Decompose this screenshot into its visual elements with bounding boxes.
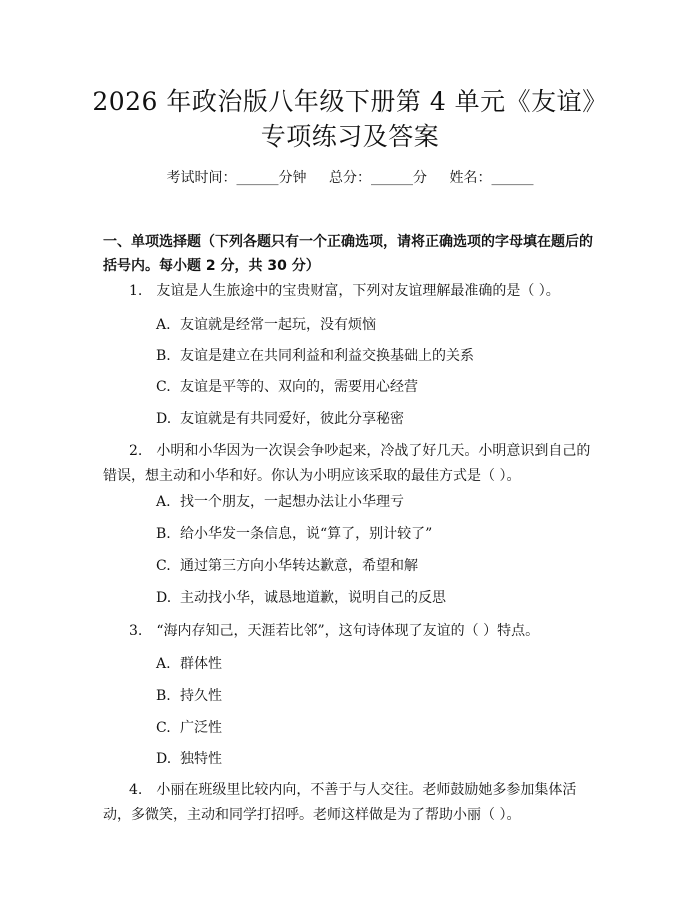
option-1d: D. 友谊就是有共同爱好，彼此分享秘密 [156,411,404,427]
question-text: 小丽在班级里比较内向，不善于与人交往。老师鼓励她多参加集体活动，多微笑，主动和同学打招呼。老师这样做是为了帮助小丽（ ）。 [103,782,577,823]
question-1 [103,279,598,304]
option-3b: B. 持久性 [156,688,222,704]
page-subtitle: 专项练习及答案 [260,122,440,151]
question-3 [103,619,598,644]
option-3c: C. 广泛性 [156,720,222,736]
question-number: 1. [129,283,143,299]
option-1c: C. 友谊是平等的、双向的，需要用心经营 [156,379,418,395]
question-text: 友谊是人生旅途中的宝贵财富，下列对友谊理解最准确的是（ ）。 [156,283,560,299]
option-2c: C. 通过第三方向小华转达歉意，希望和解 [156,558,418,574]
question-text: “海内存知己，天涯若比邻”，这句诗体现了友谊的（ ）特点。 [156,623,540,639]
section-heading: 一、单项选择题（下列各题只有一个正确选项，请将正确选项的字母填在题后的括号内。每小题 2 分，共 30 分） [103,234,593,274]
exam-time: 考试时间：______分钟 [166,170,307,186]
option-3d: D. 独特性 [156,751,222,767]
page-title: 2026 年政治版八年级下册第 4 单元《友谊》 [92,87,608,116]
question-number: 4. [129,782,143,798]
option-3a: A. 群体性 [156,656,222,672]
question-number: 3. [129,623,143,639]
option-2b: B. 给小华发一条信息，说“算了，别计较了” [156,526,433,542]
option-2a: A. 找一个朋友，一起想办法让小华理亏 [156,494,404,510]
question-2 [103,439,598,489]
option-1b: B. 友谊是建立在共同利益和利益交换基础上的关系 [156,348,474,364]
option-2d: D. 主动找小华，诚恳地道歉，说明自己的反思 [156,590,446,606]
option-1a: A. 友谊就是经常一起玩，没有烦恼 [156,317,376,333]
total-score: 总分：______分 [329,170,427,186]
exam-meta [0,168,700,188]
question-number: 2. [129,443,143,459]
question-text: 小明和小华因为一次误会争吵起来，冷战了好几天。小明意识到自己的错误，想主动和小华和好。你认为小明应该采取的最佳方式是（ ）。 [103,443,591,484]
question-4 [103,778,598,828]
student-name: 姓名：______ [449,170,534,186]
